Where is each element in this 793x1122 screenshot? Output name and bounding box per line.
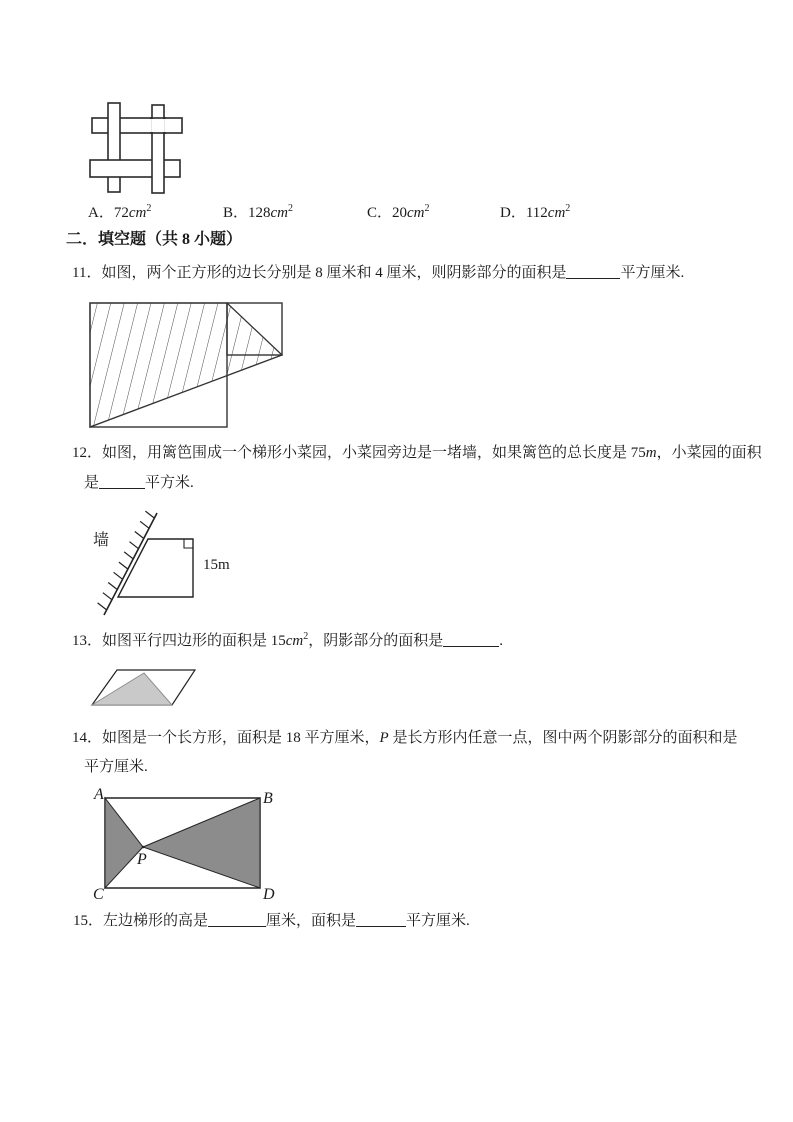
vertex-label-d: D — [263, 886, 275, 903]
vertex-label-b: B — [263, 790, 273, 807]
q13-unit: cm — [285, 633, 304, 649]
q14-point-var: P — [379, 730, 389, 746]
option-c-unit: cm — [407, 205, 425, 221]
option-b-unit: cm — [270, 205, 289, 221]
q13-text-pre: 13．如图平行四边形的面积是 15 — [72, 633, 286, 649]
shaded-triangle-apc — [105, 798, 143, 888]
option-d-exponent: 2 — [565, 203, 571, 214]
q15-text-post: 平方厘米. — [406, 913, 470, 929]
option-b-label: B． — [223, 205, 249, 221]
q10-figure-woven-bars — [85, 95, 205, 200]
woven-bar-vertical-left — [108, 103, 120, 192]
option-b-exponent: 2 — [288, 203, 294, 214]
option-a-value: 72 — [113, 205, 129, 221]
q10-option-c — [367, 201, 430, 222]
q12-text-post: ，小菜园的面积 — [656, 445, 762, 461]
q14-text-post: 是长方形内任意一点，图中两个阴影部分的面积和是 — [388, 730, 738, 746]
side-length-label: 15m — [203, 557, 230, 573]
shaded-triangle-bpd — [143, 798, 260, 888]
q15-answer-blank-area — [356, 912, 406, 927]
q11-text-post: 平方厘米. — [620, 265, 685, 281]
q13-answer-blank — [443, 632, 499, 647]
q13-text-mid: ，阴影部分的面积是 — [308, 633, 444, 649]
q14-text-line2: 平方厘米. — [84, 759, 148, 775]
q13-text — [72, 631, 503, 651]
q12-unit-var: m — [645, 445, 657, 461]
q12-answer-blank — [99, 474, 145, 489]
q14-text-line1 — [72, 728, 737, 748]
option-a-label: A． — [88, 205, 114, 221]
q13-text-post: . — [499, 633, 504, 649]
weave-patch — [151, 119, 165, 132]
point-p-dot — [142, 846, 145, 849]
q11-figure-two-squares — [85, 298, 295, 433]
q12-text-line1 — [72, 443, 762, 463]
q15-answer-blank-height — [208, 912, 266, 927]
q14-figure-rectangle-p — [88, 783, 288, 905]
woven-bar-horizontal-bottom — [90, 160, 180, 177]
q12-text-line2 — [84, 473, 194, 493]
q15-text — [73, 911, 470, 931]
q12-figure-wall-trapezoid — [85, 503, 240, 628]
q12-line2-pre: 是 — [84, 475, 100, 491]
q15-text-mid: 厘米，面积是 — [266, 913, 357, 929]
option-d-value: 112 — [525, 205, 548, 221]
woven-bar-horizontal-top — [92, 118, 182, 133]
q10-option-d — [500, 201, 570, 222]
q15-text-pre: 15．左边梯形的高是 — [73, 913, 209, 929]
option-d-label: D． — [500, 205, 526, 221]
q12-text-pre: 12．如图，用篱笆围成一个梯形小菜园，小菜园旁边是一堵墙，如果篱笆的总长度是 75 — [72, 445, 646, 461]
option-d-unit: cm — [547, 205, 566, 221]
q12-line2-post: 平方米. — [145, 475, 194, 491]
point-label-p: P — [137, 851, 147, 868]
right-angle-mark — [184, 539, 193, 548]
option-a-unit: cm — [128, 205, 147, 221]
q14-text-pre: 14．如图是一个长方形，面积是 18 平方厘米， — [72, 730, 380, 746]
q10-option-a — [88, 201, 151, 222]
option-c-exponent: 2 — [424, 203, 430, 214]
section-header: 二．填空题（共 8 小题） — [66, 231, 243, 248]
q11-shaded-region — [90, 303, 282, 427]
option-a-exponent: 2 — [146, 203, 152, 214]
option-b-value: 128 — [248, 205, 271, 221]
option-c-value: 20 — [392, 205, 408, 221]
q13-figure-parallelogram — [86, 662, 221, 717]
wall-label: 墙 — [93, 532, 110, 549]
q11-text-pre: 11．如图，两个正方形的边长分别是 8 厘米和 4 厘米，则阴影部分的面积是 — [72, 265, 567, 281]
q10-option-b — [223, 201, 293, 222]
q11-text — [72, 263, 684, 283]
q11-answer-blank — [566, 264, 620, 279]
vertex-label-a: A — [94, 786, 104, 803]
q13-exponent: 2 — [303, 631, 309, 642]
option-c-label: C． — [367, 205, 393, 221]
vertex-label-c: C — [93, 886, 104, 903]
